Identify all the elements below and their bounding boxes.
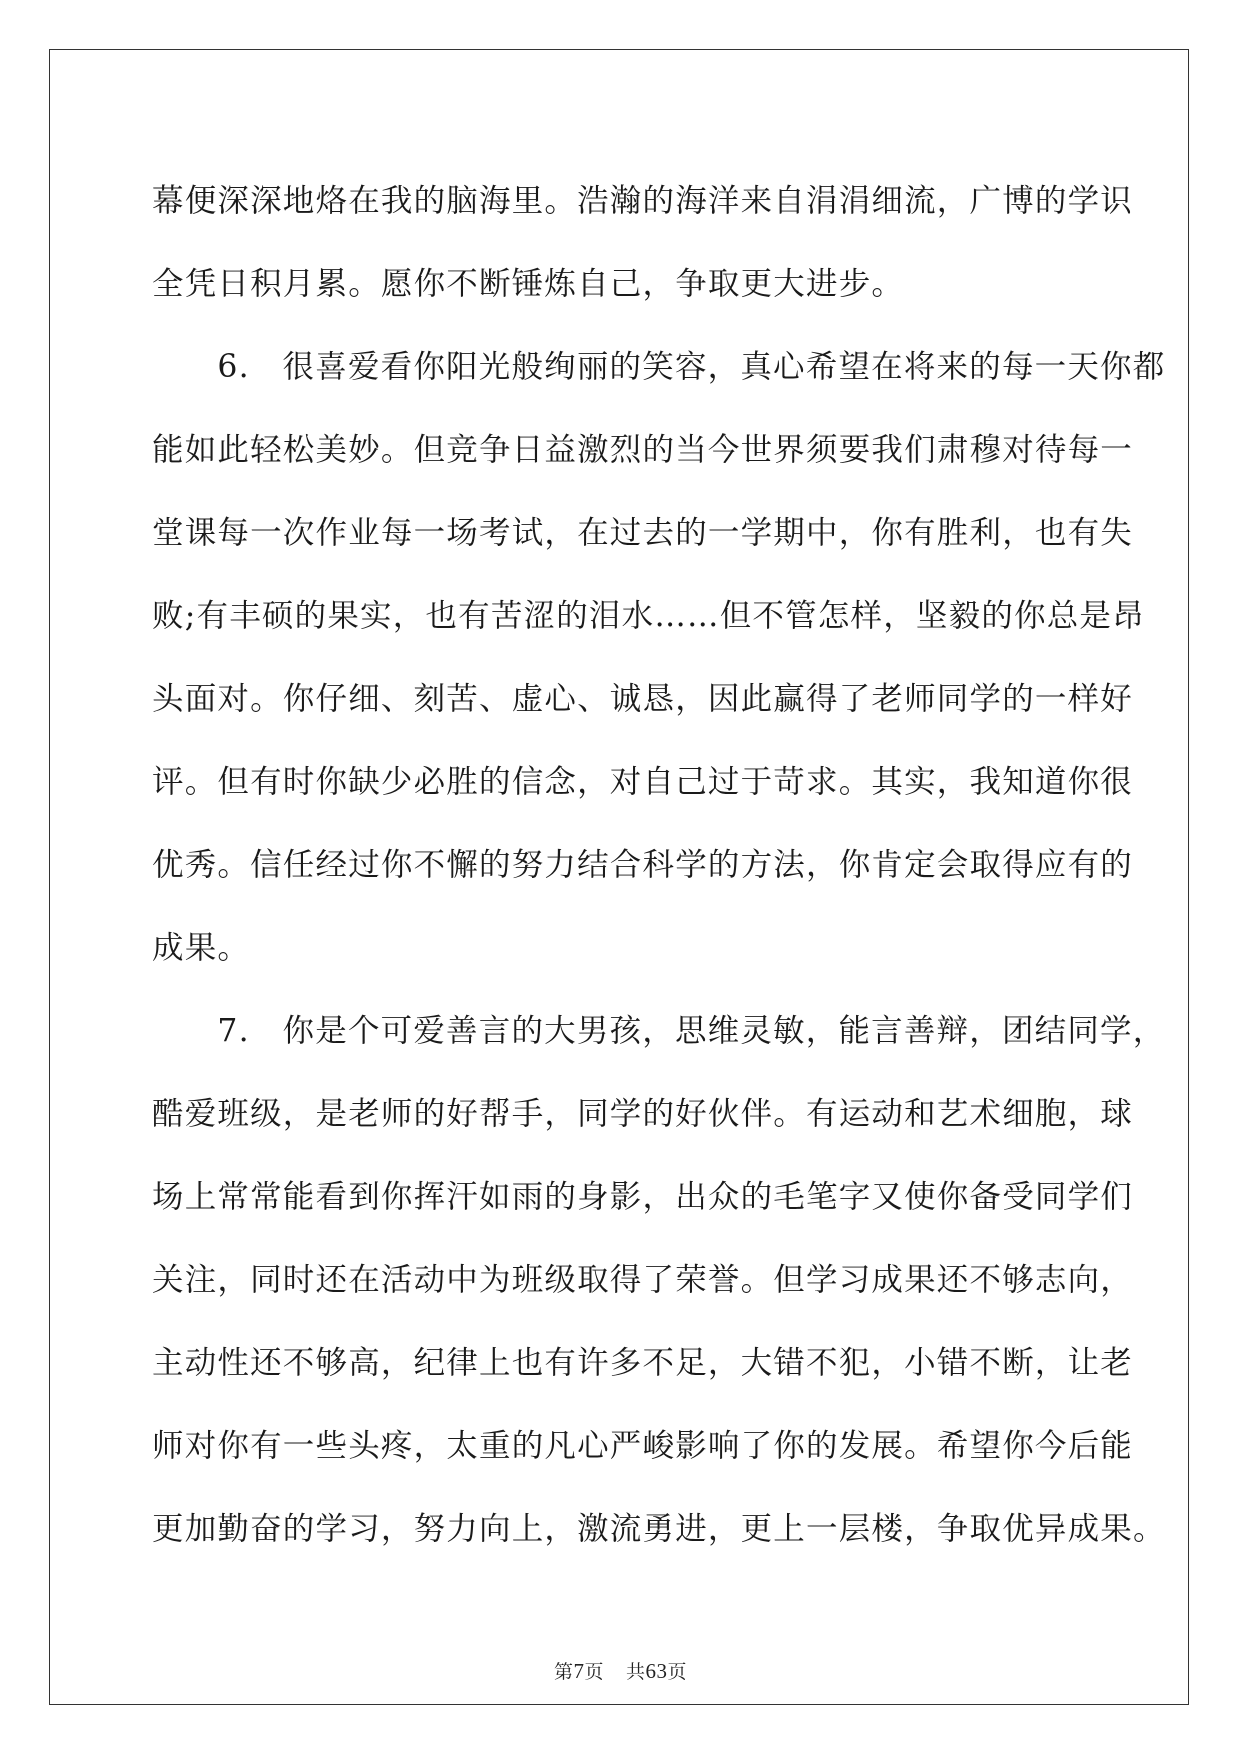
text-line: 关注，同时还在活动中为班级取得了荣誉。但学习成果还不够志向， xyxy=(152,1262,1134,1298)
text-line: 堂课每一次作业每一场考试，在过去的一学期中，你有胜利，也有失 xyxy=(152,515,1134,551)
page-number-total: 63 xyxy=(645,1659,668,1683)
paragraph-7-start: 7. 你是个可爱善言的大男孩，思维灵敏，能言善辩，团结同学， xyxy=(152,1013,1166,1049)
page-footer xyxy=(0,1657,1241,1684)
text-line: 酷爱班级，是老师的好帮手，同学的好伙伴。有运动和艺术细胞，球 xyxy=(152,1096,1134,1132)
document-body xyxy=(152,160,1166,1571)
page-suffix: 页 xyxy=(584,1661,604,1683)
text-line: 主动性还不够高，纪律上也有许多不足，大错不犯，小错不断，让老 xyxy=(152,1345,1134,1381)
text-line: 全凭日积月累。愿你不断锤炼自己，争取更大进步。 xyxy=(152,266,905,302)
paragraph-6-start: 6. 很喜爱看你阳光般绚丽的笑容，真心希望在将来的每一天你都 xyxy=(152,349,1166,385)
page-prefix: 第 xyxy=(553,1661,574,1683)
total-suffix: 页 xyxy=(667,1661,688,1683)
text-line: 场上常常能看到你挥汗如雨的身影，出众的毛笔字又使你备受同学们 xyxy=(152,1179,1134,1215)
text-line: 评。但有时你缺少必胜的信念，对自己过于苛求。其实，我知道你很 xyxy=(152,764,1134,800)
text-line: 败;有丰硕的果实，也有苦涩的泪水……但不管怎样，坚毅的你总是昂 xyxy=(152,598,1145,634)
total-prefix: 共 xyxy=(626,1661,646,1683)
text-line: 成果。 xyxy=(152,930,251,966)
text-line: 更加勤奋的学习，努力向上，激流勇进，更上一层楼，争取优异成果。 xyxy=(152,1511,1166,1547)
text-line: 头面对。你仔细、刻苦、虚心、诚恳，因此赢得了老师同学的一样好 xyxy=(152,681,1134,717)
text-line: 优秀。信任经过你不懈的努力结合科学的方法，你肯定会取得应有的 xyxy=(152,847,1134,883)
page-number-current: 7 xyxy=(573,1659,585,1683)
text-line: 能如此轻松美妙。但竞争日益激烈的当今世界须要我们肃穆对待每一 xyxy=(152,432,1134,468)
text-line: 师对你有一些头疼，太重的凡心严峻影响了你的发展。希望你今后能 xyxy=(152,1428,1134,1464)
text-line: 幕便深深地烙在我的脑海里。浩瀚的海洋来自涓涓细流，广博的学识 xyxy=(152,183,1134,219)
